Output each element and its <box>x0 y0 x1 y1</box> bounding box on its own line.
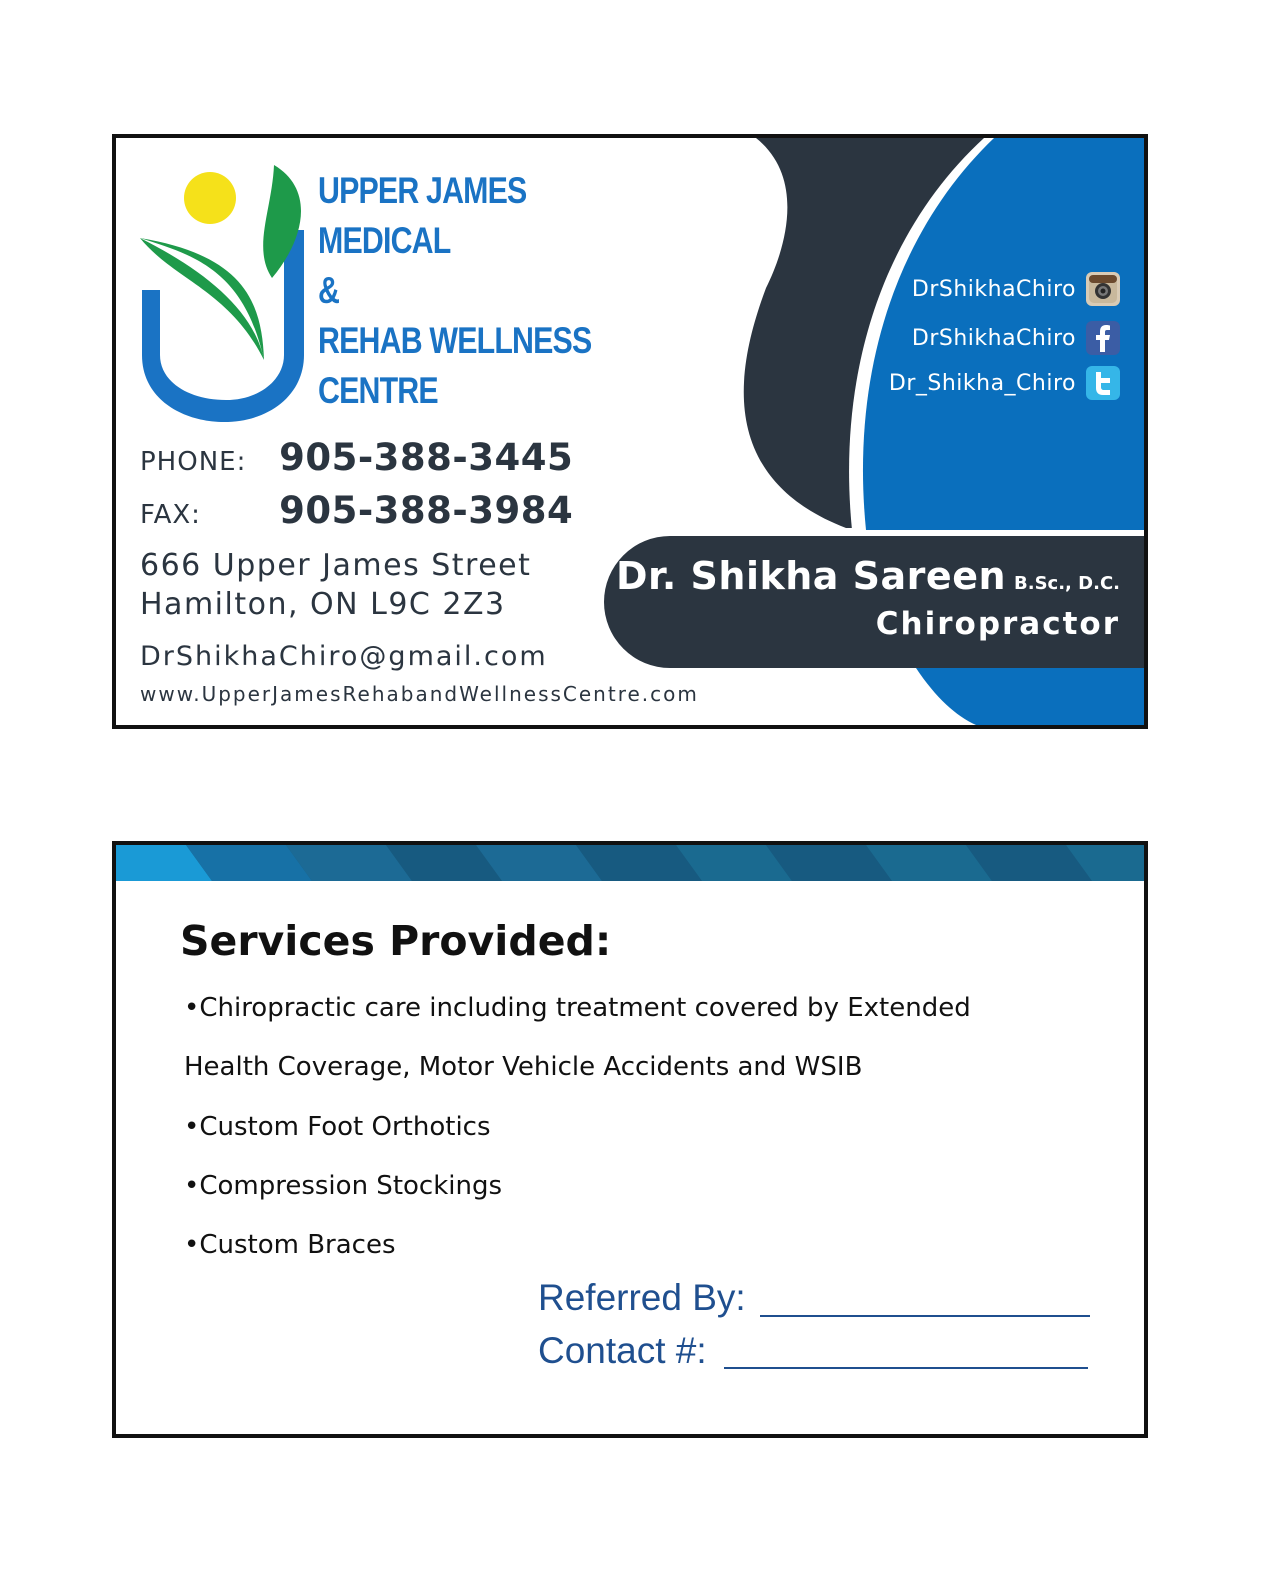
social-facebook <box>912 321 1120 355</box>
address-line-2: Hamilton, ON L9C 2Z3 <box>140 587 506 622</box>
phone-label: PHONE: <box>140 447 247 477</box>
clinic-name-line: & <box>318 270 340 311</box>
doctor-credentials: B.Sc., D.C. <box>1014 573 1120 594</box>
fax-number: 905-388-3984 <box>279 489 574 532</box>
email-address: DrShikhaChiro@gmail.com <box>140 641 548 672</box>
doctor-name-line <box>616 554 1120 598</box>
phone-number: 905-388-3445 <box>279 436 574 479</box>
clinic-name <box>318 166 618 416</box>
clinic-name-line: CENTRE <box>318 370 438 411</box>
decorative-stripe <box>116 845 1144 881</box>
service-item: •Chiropractic care including treatment covered by Extended <box>184 993 971 1023</box>
social-handle: DrShikhaChiro <box>911 276 1076 302</box>
instagram-icon <box>1086 272 1120 306</box>
doctor-title: Chiropractor <box>875 606 1120 642</box>
website-url: www.UpperJamesRehabandWellnessCentre.com <box>140 682 699 706</box>
social-handle: Dr_Shikha_Chiro <box>888 370 1076 396</box>
clinic-logo <box>134 160 314 430</box>
social-instagram <box>912 272 1120 306</box>
service-item: •Custom Foot Orthotics <box>184 1112 491 1142</box>
referred-by-label: Referred By: <box>538 1277 746 1318</box>
clinic-name-line: MEDICAL <box>318 220 451 261</box>
services-title: Services Provided: <box>180 917 612 965</box>
contact-number-line <box>724 1367 1088 1369</box>
twitter-icon <box>1086 366 1120 400</box>
clinic-name-line: REHAB WELLNESS <box>318 320 592 361</box>
social-twitter <box>889 366 1120 400</box>
business-card-front <box>112 134 1148 729</box>
doctor-name: Dr. Shikha Sareen <box>616 554 1007 598</box>
doctor-name-banner <box>604 536 1148 668</box>
service-item: •Compression Stockings <box>184 1171 503 1201</box>
phone-row <box>140 436 573 479</box>
social-handle: DrShikhaChiro <box>911 325 1076 351</box>
address-line-1: 666 Upper James Street <box>140 548 532 583</box>
fax-label: FAX: <box>140 500 201 530</box>
business-card-back <box>112 841 1148 1438</box>
facebook-icon <box>1086 321 1120 355</box>
referred-by-line <box>760 1315 1090 1317</box>
service-item: •Custom Braces <box>184 1230 396 1260</box>
fax-row <box>140 489 573 532</box>
clinic-name-line: UPPER JAMES <box>318 170 527 211</box>
service-item: Health Coverage, Motor Vehicle Accidents and WSIB <box>184 1052 863 1082</box>
contact-number-label: Contact #: <box>538 1330 707 1371</box>
